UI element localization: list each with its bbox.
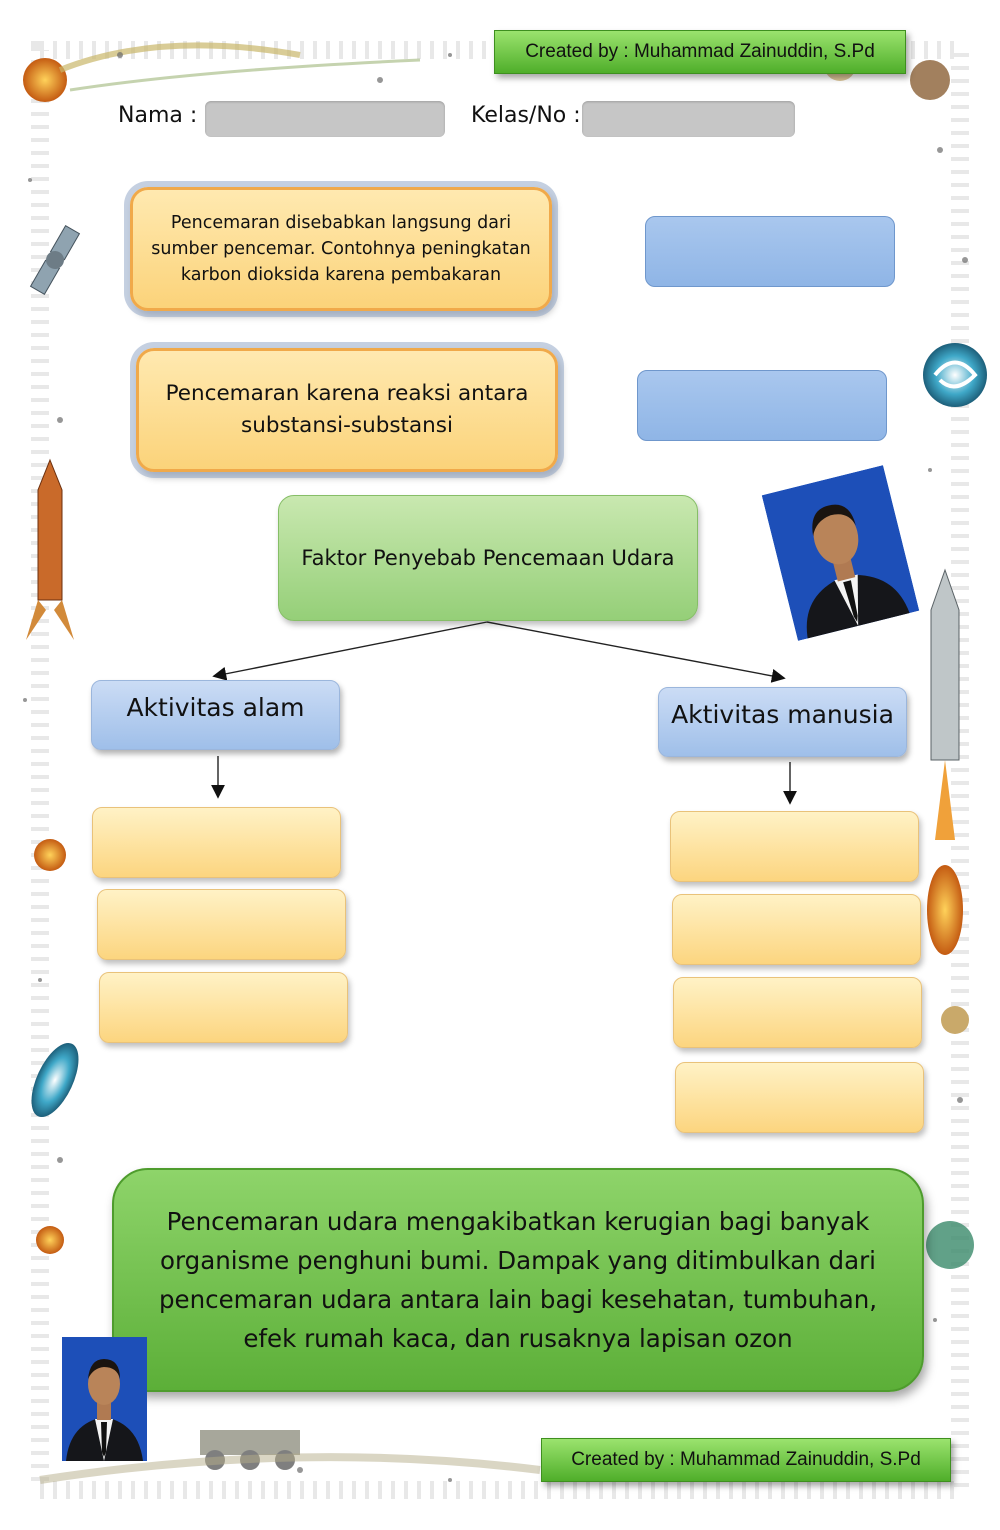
natural-answer-slot-1[interactable] — [92, 807, 341, 878]
human-answer-slot-4[interactable] — [675, 1062, 924, 1133]
human-answer-slot-1[interactable] — [670, 811, 919, 882]
conclusion-box — [112, 1168, 924, 1392]
conclusion-text: Pencemaran udara mengakibatkan kerugian bagi banyak organisme penghuni bumi. Dampak yang ditimbulkan dari pencemaran udara antara lain bagi kesehatan, tumbuhan, efek rumah kaca, dan rusaknya lapisan ozon — [158, 1206, 878, 1354]
category-label: Aktivitas manusia — [671, 700, 894, 729]
human-answer-slot-2[interactable] — [672, 894, 921, 965]
main-topic-text: Faktor Penyebab Pencemaan Udara — [301, 546, 675, 570]
credit-text: Created by : Muhammad Zainuddin, S.Pd — [571, 1449, 921, 1470]
category-human-activity — [658, 687, 907, 757]
definition-text: Pencemaran karena reaksi antara substansi-substansi — [165, 380, 529, 438]
natural-answer-slot-2[interactable] — [97, 889, 346, 960]
category-label: Aktivitas alam — [126, 693, 305, 722]
definition-text: Pencemaran disebabkan langsung dari sumber pencemar. Contohnya peningkatan karbon dioksida karena pembakaran — [151, 212, 531, 286]
author-photo — [62, 1337, 147, 1461]
credit-banner-bottom — [541, 1438, 951, 1482]
credit-text: Created by : Muhammad Zainuddin, S.Pd — [525, 41, 875, 62]
category-natural-activity — [91, 680, 340, 750]
natural-answer-slot-3[interactable] — [99, 972, 348, 1043]
class-label: Kelas/No : — [471, 103, 581, 128]
human-answer-slot-3[interactable] — [673, 977, 922, 1048]
name-label: Nama : — [118, 103, 198, 128]
